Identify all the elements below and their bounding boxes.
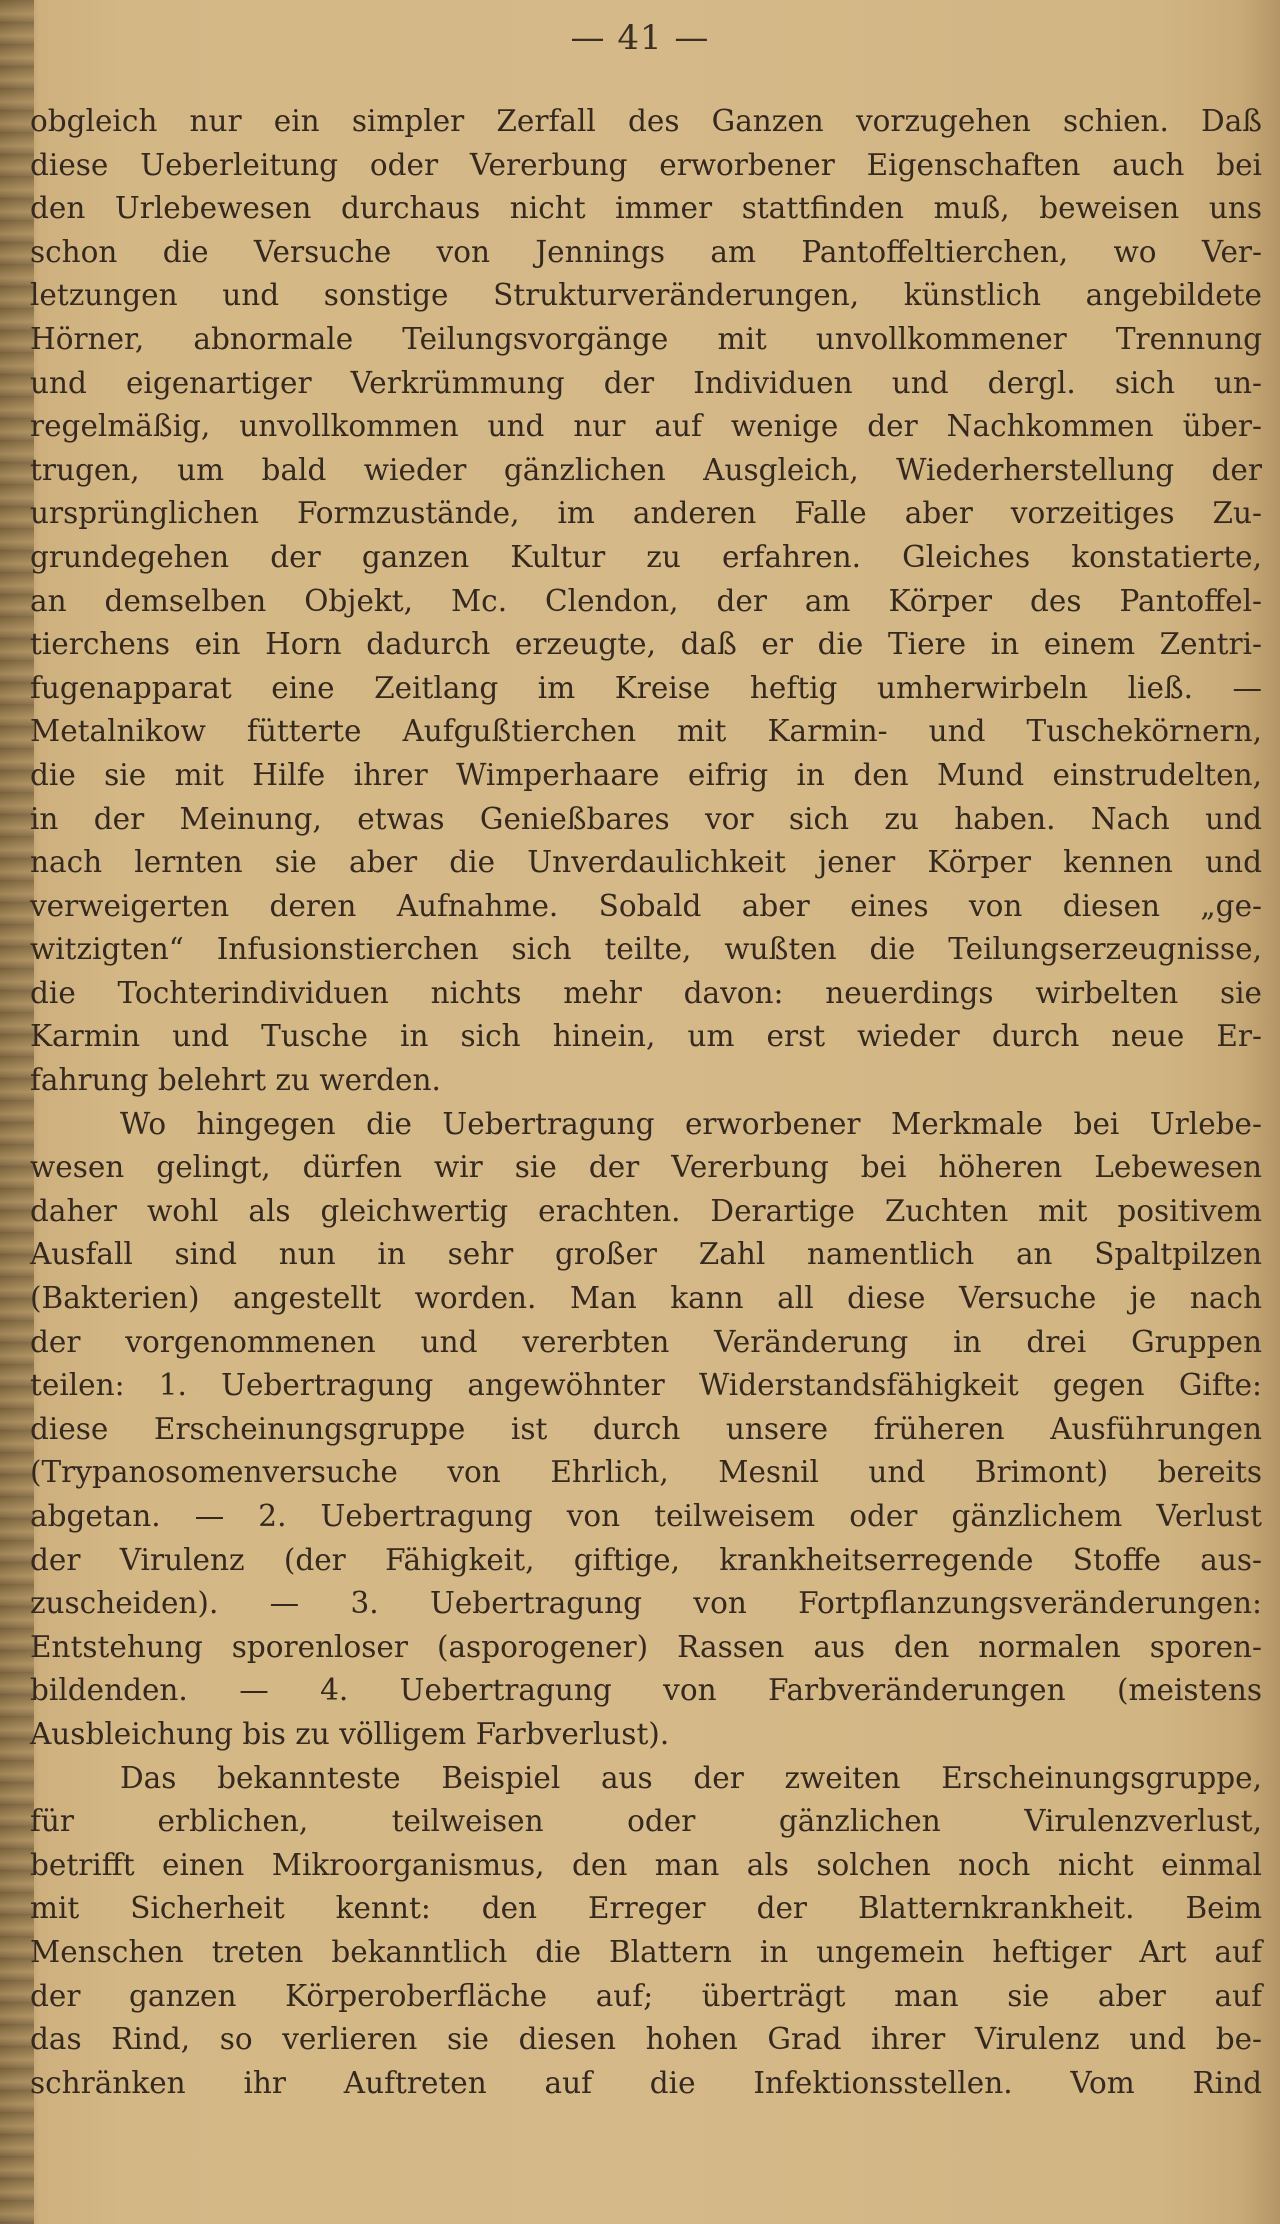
text-line: obgleich nur ein simpler Zerfall des Ganzen vorzugehen schien. Daß bbox=[30, 104, 1262, 138]
text-line: schränken ihr Auftreten auf die Infektionsstellen. Vom Rind bbox=[30, 2065, 1262, 2100]
text-line: diese Erscheinungsgruppe ist durch unsere früheren Ausführungen bbox=[30, 1411, 1262, 1446]
text-line: an demselben Objekt, Mc. Clendon, der am Körper des Pantoffel- bbox=[30, 583, 1262, 618]
text-line: und eigenartiger Verkrümmung der Individuen und dergl. sich un- bbox=[30, 365, 1262, 400]
text-line: in der Meinung, etwas Genießbares vor sich zu haben. Nach und bbox=[30, 801, 1262, 836]
text-line: daher wohl als gleichwertig erachten. Derartige Zuchten mit positivem bbox=[30, 1193, 1262, 1228]
text-line: teilen: 1. Uebertragung angewöhnter Widerstandsfähigkeit gegen Gifte: bbox=[30, 1368, 1262, 1403]
text-line: Ausbleichung bis zu völligem Farbverlust). bbox=[30, 1716, 670, 1751]
text-line: betrifft einen Mikroorganismus, den man als solchen noch nicht einmal bbox=[30, 1847, 1262, 1882]
text-line: zuscheiden). — 3. Uebertragung von Fortpflanzungsveränderungen: bbox=[30, 1586, 1262, 1621]
text-line: für erblichen, teilweisen oder gänzlichen Virulenzverlust, bbox=[30, 1804, 1262, 1839]
text-line: (Bakterien) angestellt worden. Man kann all diese Versuche je nach bbox=[30, 1281, 1262, 1316]
text-line: tierchens ein Horn dadurch erzeugte, daß er die Tiere in einem Zentri- bbox=[30, 627, 1262, 662]
text-line: fahrung belehrt zu werden. bbox=[30, 1063, 441, 1098]
text-line: Karmin und Tusche in sich hinein, um erst wieder durch neue Er- bbox=[30, 1019, 1262, 1054]
text-line: schon die Versuche von Jennings am Pantoffeltierchen, wo Ver- bbox=[30, 234, 1262, 269]
text-line: ursprünglichen Formzustände, im anderen Falle aber vorzeitiges Zu- bbox=[30, 496, 1262, 531]
text-line: trugen, um bald wieder gänzlichen Ausgleich, Wiederherstellung der bbox=[30, 452, 1262, 487]
body-text bbox=[30, 100, 1262, 2105]
text-line: nach lernten sie aber die Unverdaulichkeit jener Körper kennen und bbox=[30, 845, 1262, 880]
text-line: fugenapparat eine Zeitlang im Kreise heftig umherwirbeln ließ. — bbox=[30, 670, 1262, 705]
text-line: witzigten“ Infusionstierchen sich teilte, wußten die Teilungserzeugnisse, bbox=[30, 932, 1262, 967]
page-number-header: — 41 — bbox=[570, 18, 710, 58]
page-binding-edge bbox=[0, 0, 34, 2224]
text-line: der Virulenz (der Fähigkeit, giftige, krankheitserregende Stoffe aus- bbox=[30, 1542, 1262, 1577]
text-line: den Urlebewesen durchaus nicht immer stattfinden muß, beweisen uns bbox=[30, 191, 1262, 226]
text-line: diese Ueberleitung oder Vererbung erworbener Eigenschaften auch bei bbox=[30, 147, 1262, 182]
text-line: letzungen und sonstige Strukturveränderungen, künstlich angebildete bbox=[30, 278, 1262, 313]
text-line: das Rind, so verlieren sie diesen hohen Grad ihrer Virulenz und be- bbox=[30, 2022, 1262, 2057]
text-line: grundegehen der ganzen Kultur zu erfahren. Gleiches konstatierte, bbox=[30, 539, 1262, 574]
text-line: Metalnikow fütterte Aufgußtierchen mit Karmin- und Tuschekörnern, bbox=[30, 714, 1262, 749]
text-line: wesen gelingt, dürfen wir sie der Vererbung bei höheren Lebewesen bbox=[30, 1150, 1262, 1185]
text-line: Wo hingegen die Uebertragung erworbener Merkmale bei Urlebe- bbox=[120, 1106, 1262, 1141]
text-line: (Trypanosomenversuche von Ehrlich, Mesnil und Brimont) bereits bbox=[30, 1455, 1262, 1490]
text-line: Ausfall sind nun in sehr großer Zahl namentlich an Spaltpilzen bbox=[30, 1237, 1262, 1272]
text-line: abgetan. — 2. Uebertragung von teilweisem oder gänzlichem Verlust bbox=[30, 1499, 1262, 1533]
text-line: Hörner, abnormale Teilungsvorgänge mit unvollkommener Trennung bbox=[30, 321, 1262, 356]
text-line: die sie mit Hilfe ihrer Wimperhaare eifrig in den Mund einstrudelten, bbox=[30, 757, 1262, 792]
text-line: Das bekannteste Beispiel aus der zweiten Erscheinungsgruppe, bbox=[120, 1760, 1262, 1795]
text-line: mit Sicherheit kennt: den Erreger der Blatternkrankheit. Beim bbox=[30, 1891, 1262, 1926]
text-line: bildenden. — 4. Uebertragung von Farbveränderungen (meistens bbox=[30, 1673, 1262, 1708]
text-line: verweigerten deren Aufnahme. Sobald aber eines von diesen „ge- bbox=[30, 888, 1262, 923]
text-line: Entstehung sporenloser (asporogener) Rassen aus den normalen sporen- bbox=[30, 1629, 1262, 1664]
text-line: regelmäßig, unvollkommen und nur auf wenige der Nachkommen über- bbox=[30, 409, 1262, 444]
text-line: der ganzen Körperoberfläche auf; überträgt man sie aber auf bbox=[30, 1978, 1262, 2013]
text-line: der vorgenommenen und vererbten Veränderung in drei Gruppen bbox=[30, 1324, 1262, 1359]
text-line: Menschen treten bekanntlich die Blattern in ungemein heftiger Art auf bbox=[30, 1934, 1262, 1969]
text-line: die Tochterindividuen nichts mehr davon: neuerdings wirbelten sie bbox=[30, 975, 1262, 1010]
